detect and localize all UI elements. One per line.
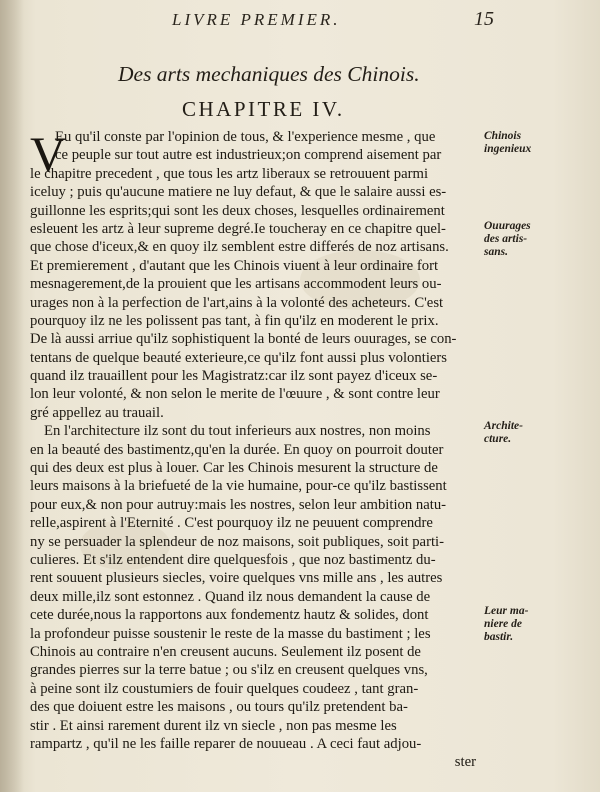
marginal-note xyxy=(484,130,580,156)
text-line: relle,aspirent à l'Eternité . C'est pourquoy ilz ne peuuent comprendre xyxy=(30,515,433,532)
text-line: ny se persuader la splendeur de noz maisons, soit publiques, soit parti- xyxy=(30,533,445,550)
chapter-title: CHAPITRE IV. xyxy=(182,97,345,121)
page-gutter-shadow xyxy=(0,0,24,792)
text-line: qui des deux est plus à louer. Car les Chinois mesurent la structure de xyxy=(30,460,438,477)
text-line: que chose d'iceux,& en quoy ilz semblent estre differés de noz artisans. xyxy=(30,239,449,256)
text-line: ce peuple sur tout autre est industrieux;on comprend aisement par xyxy=(55,147,442,164)
text-line: stir . Et ainsi rarement durent ilz vn siecle , non pas mesme les xyxy=(30,717,397,734)
text-line: quand ilz trauaillent pour les Magistratz:car ilz sont payez d'iceux se- xyxy=(30,368,438,385)
drop-cap: V xyxy=(30,126,67,182)
body-text xyxy=(30,128,482,772)
text-line: esleuent les artz à leur supreme degré.Ie toucheray en ce chapitre quel- xyxy=(30,220,446,237)
text-line: guillonne les esprits;qui sont les deux choses, lesquelles ordinairement xyxy=(30,202,445,219)
marginal-note-line: des artis- xyxy=(484,233,528,245)
marginal-note xyxy=(484,220,580,259)
page-number: 15 xyxy=(474,8,494,30)
marginal-note-line: cture. xyxy=(484,433,512,445)
marginal-note-line: sans. xyxy=(484,246,508,258)
text-line: la profondeur puisse soustenir le reste de la masse du bastiment ; les xyxy=(30,625,431,642)
text-line: le chapitre precedent , que tous les artz liberaux se retrouuent parmi xyxy=(30,165,429,182)
marginal-note-line: Ouurages xyxy=(484,220,531,232)
text-line: Eu qu'il conste par l'opinion de tous, & l'experience mesme , que xyxy=(55,129,436,145)
text-line: grandes pierres sur la terre batue ; ou s'ilz en creusent quelques vns, xyxy=(30,662,428,679)
text-line: à peine sont ilz coustumiers de fouir quelques coudeez , tant gran- xyxy=(30,680,419,697)
text-line: gré appellez au trauail. xyxy=(30,404,164,421)
text-line: en la beauté des bastimentz,qu'en la durée. En quoy on pourroit douter xyxy=(30,441,444,458)
text-line: De là aussi arriue qu'ilz sophistiquent la bonté de leurs ouurages, se con- xyxy=(30,331,457,348)
text-line: des que doiuent estre les maisons , ou tours qu'ilz pretendent ba- xyxy=(30,699,408,716)
running-head xyxy=(0,10,600,32)
marginal-note-line: niere de xyxy=(484,618,523,630)
marginal-note-line: Leur ma- xyxy=(484,605,529,617)
section-heading: Des arts mechaniques des Chinois. xyxy=(118,62,420,86)
marginal-note xyxy=(484,420,580,446)
text-line: Et premierement , d'autant que les Chinois viuent à leur ordinaire fort xyxy=(30,257,439,274)
text-line: En l'architecture ilz sont du tout inferieurs aux nostres, non moins xyxy=(44,423,431,440)
catchword: ster xyxy=(454,754,476,771)
text-line: pour eux,& non pour autruy:mais les nostres, selon leur ambition natu- xyxy=(30,496,447,513)
running-head-title: LIVRE PREMIER. xyxy=(172,10,341,29)
text-line: rent souuent plusieurs siecles, voire quelques vns mille ans , les autres xyxy=(30,570,443,587)
text-line: rampartz , qu'il ne les faille reparer de nouueau . A ceci faut adjou- xyxy=(30,735,422,752)
marginal-note-line: Chinois xyxy=(484,130,522,142)
text-line: mesnagerement,de la prouient que les artisans accommodent leurs ou- xyxy=(30,276,442,293)
text-line: cete durée,nous la rapportons aux fondementz hautz & solides, dont xyxy=(30,607,429,624)
text-line: tentans de quelque beauté exterieure,ce qu'ilz font aussi plus volontiers xyxy=(30,349,448,366)
marginal-note-line: ingenieux xyxy=(484,143,532,155)
text-line: leurs maisons à la briefueté de la vie humaine, pour-ce qu'ilz bastissent xyxy=(30,478,447,495)
marginal-note xyxy=(484,605,580,644)
text-line: lon leur volonté, & non selon le merite de l'œuure , & sont contre leur xyxy=(30,386,440,403)
marginal-note-line: bastir. xyxy=(484,631,514,643)
marginal-note-line: Archite- xyxy=(484,420,523,432)
text-line: Chinois au contraire n'en creusent aucuns. Seulement ilz posent de xyxy=(30,643,421,660)
text-line: pourquoy ilz ne les polissent pas tant, à fin qu'ilz en moderent le prix. xyxy=(30,312,439,329)
text-line: urages non à la perfection de l'art,ains à la volonté des acheteurs. C'est xyxy=(30,294,444,311)
text-line: iceluy ; puis qu'aucune matiere ne luy defaut, & que le salaire aussi es- xyxy=(30,184,447,201)
text-line: deux mille,ilz sont estonnez . Quand ilz nous demandent la cause de xyxy=(30,588,431,605)
text-line: culieres. Et s'ilz entendent dire quelquesfois , que noz bastimentz du- xyxy=(30,551,436,568)
